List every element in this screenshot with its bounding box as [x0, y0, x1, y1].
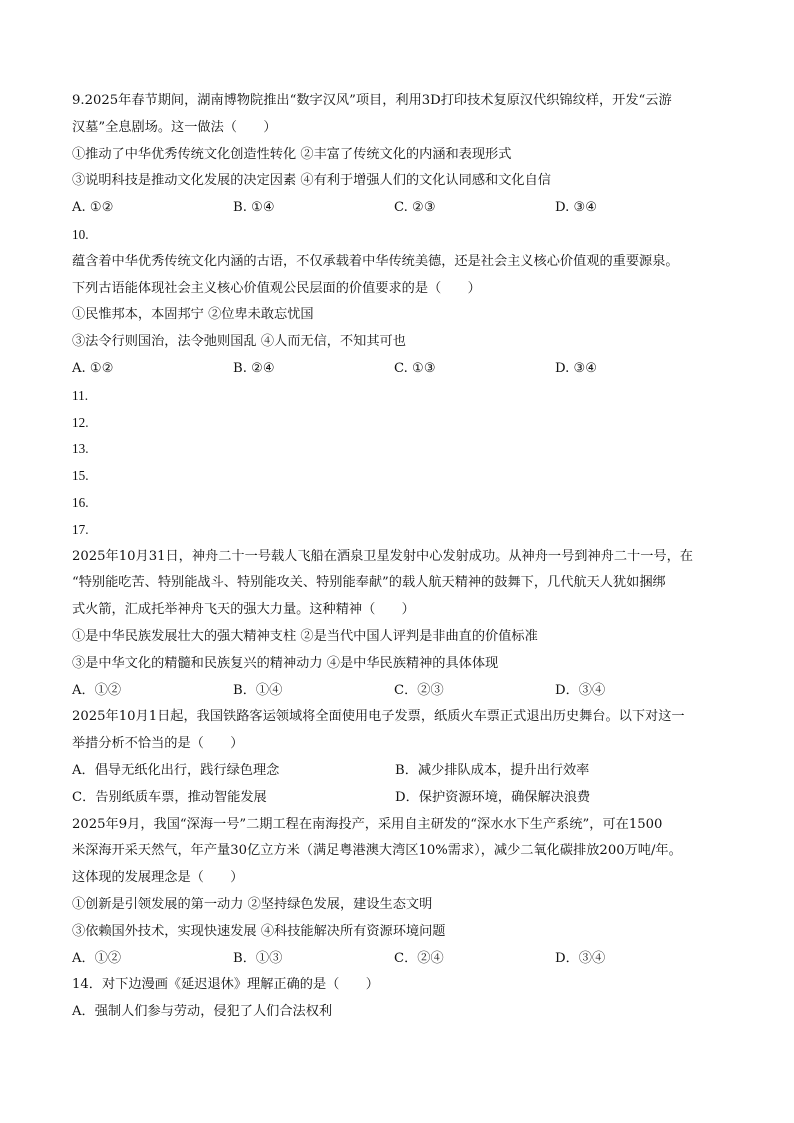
shenzhou-option-b: B．①④ [233, 682, 283, 698]
q10-option-c: C. ①③ [394, 360, 436, 376]
q9-option-a: A. ①② [72, 200, 114, 216]
q10-stem-line-1: 蕴含着中华优秀传统文化内涵的古语，不仅承载着中华传统美德，还是社会主义核心价值观的重要源泉。 [72, 253, 679, 269]
exam-page [72, 88, 722, 1026]
ticket-option-d: D．保护资源环境，确保解决浪费 [395, 789, 591, 805]
blank-question-number: 15. [72, 468, 89, 484]
shenzhou-stem-line-2: “特别能吃苦、特别能战斗、特别能攻关、特别能奉献”的载人航天精神的鼓舞下，几代航天人犹如捆绑 [72, 575, 666, 591]
deepsea-options [72, 946, 722, 973]
q10-options [72, 356, 722, 383]
shenzhou-option-c: C．②③ [394, 682, 444, 698]
q9-item-line-1: ①推动了中华优秀传统文化创造性转化 ②丰富了传统文化的内涵和表现形式 [72, 146, 512, 162]
q10-item-line-1: ①民惟邦本，本固邦宁 ②位卑未敢忘忧国 [72, 307, 314, 323]
q10-option-b: B. ②④ [233, 360, 275, 376]
deepsea-stem-line-2: 米深海开采天然气，年产量30亿立方米（满足粤港澳大湾区10%需求），减少二氧化碳排放200万吨/年。 [72, 843, 682, 859]
ticket-option-b: B．减少排队成本，提升出行效率 [395, 762, 590, 778]
deepsea-stem-line-3: 这体现的发展理念是（ ） [72, 870, 244, 886]
q9-stem-line-2: 汉墓”全息剧场。这一做法（ ） [72, 119, 277, 135]
shenzhou-stem-line-3: 式火箭，汇成托举神舟飞天的强大力量。这种精神（ ） [72, 602, 415, 618]
q14-option-a: A．强制人们参与劳动，侵犯了人们合法权利 [72, 1004, 333, 1020]
q9-option-b: B. ①④ [233, 200, 275, 216]
shenzhou-stem-line-1: 2025年10月31日，神舟二十一号载人飞船在酒泉卫星发射中心发射成功。从神舟一号到神舟二十一号，在 [72, 548, 693, 564]
q9-option-c: C. ②③ [394, 200, 436, 216]
blank-question-number: 13. [72, 441, 89, 457]
shenzhou-option-d: D．③④ [555, 682, 606, 698]
q10-option-a: A. ①② [72, 360, 114, 376]
deepsea-option-b: B．①③ [233, 950, 283, 966]
q9-stem-line-1: 9.2025年春节期间，湖南博物院推出“数字汉风”项目，利用3D打印技术复原汉代织锦纹样，开发“云游 [72, 93, 672, 108]
blank-question-number: 12. [72, 414, 89, 430]
q9-item-line-2: ③说明科技是推动文化发展的决定因素 ④有利于增强人们的文化认同感和文化自信 [72, 173, 551, 189]
ticket-stem-line-1: 2025年10月1日起，我国铁路客运领域将全面使用电子发票，纸质火车票正式退出历史舞台。以下对这一 [72, 709, 685, 725]
deepsea-item-line-2: ③依赖国外技术，实现快速发展 ④科技能解决所有资源环境问题 [72, 923, 446, 939]
blank-question-number: 17. [72, 521, 89, 537]
ticket-options-row-2 [72, 785, 722, 812]
shenzhou-option-a: A．①② [72, 682, 122, 698]
q10-stem-line-2: 下列古语能体现社会主义核心价值观公民层面的价值要求的是（ ） [72, 280, 481, 296]
shenzhou-options [72, 678, 722, 705]
deepsea-stem-line-1: 2025年9月，我国“深海一号”二期工程在南海投产，采用自主研发的“深水水下生产系统”，可在1500 [72, 816, 663, 832]
q9-options [72, 195, 722, 222]
deepsea-option-a: A．①② [72, 950, 122, 966]
q14-stem: 14．对下边漫画《延迟退休》理解正确的是（ ） [72, 977, 379, 993]
q10-option-d: D. ③④ [555, 360, 598, 376]
ticket-stem-line-2: 举措分析不恰当的是（ ） [72, 736, 244, 752]
deepsea-item-line-1: ①创新是引领发展的第一动力 ②坚持绿色发展，建设生态文明 [72, 896, 433, 912]
deepsea-option-c: C．②④ [394, 950, 444, 966]
q10-number: 10. [72, 226, 89, 242]
shenzhou-item-line-2: ③是中华文化的精髓和民族复兴的精神动力 ④是中华民族精神的具体体现 [72, 655, 499, 671]
ticket-option-c: C．告别纸质车票，推动智能发展 [72, 789, 267, 805]
shenzhou-item-line-1: ①是中华民族发展壮大的强大精神支柱 ②是当代中国人评判是非曲直的价值标准 [72, 628, 538, 644]
q9-option-d: D. ③④ [555, 200, 598, 216]
blank-question-number: 11. [72, 387, 88, 403]
deepsea-option-d: D．③④ [555, 950, 606, 966]
blank-question-number: 16. [72, 494, 89, 510]
ticket-option-a: A．倡导无纸化出行，践行绿色理念 [72, 762, 280, 778]
q10-item-line-2: ③法令行则国治，法令弛则国乱 ④人而无信，不知其可也 [72, 334, 406, 350]
ticket-options-row-1 [72, 758, 722, 785]
